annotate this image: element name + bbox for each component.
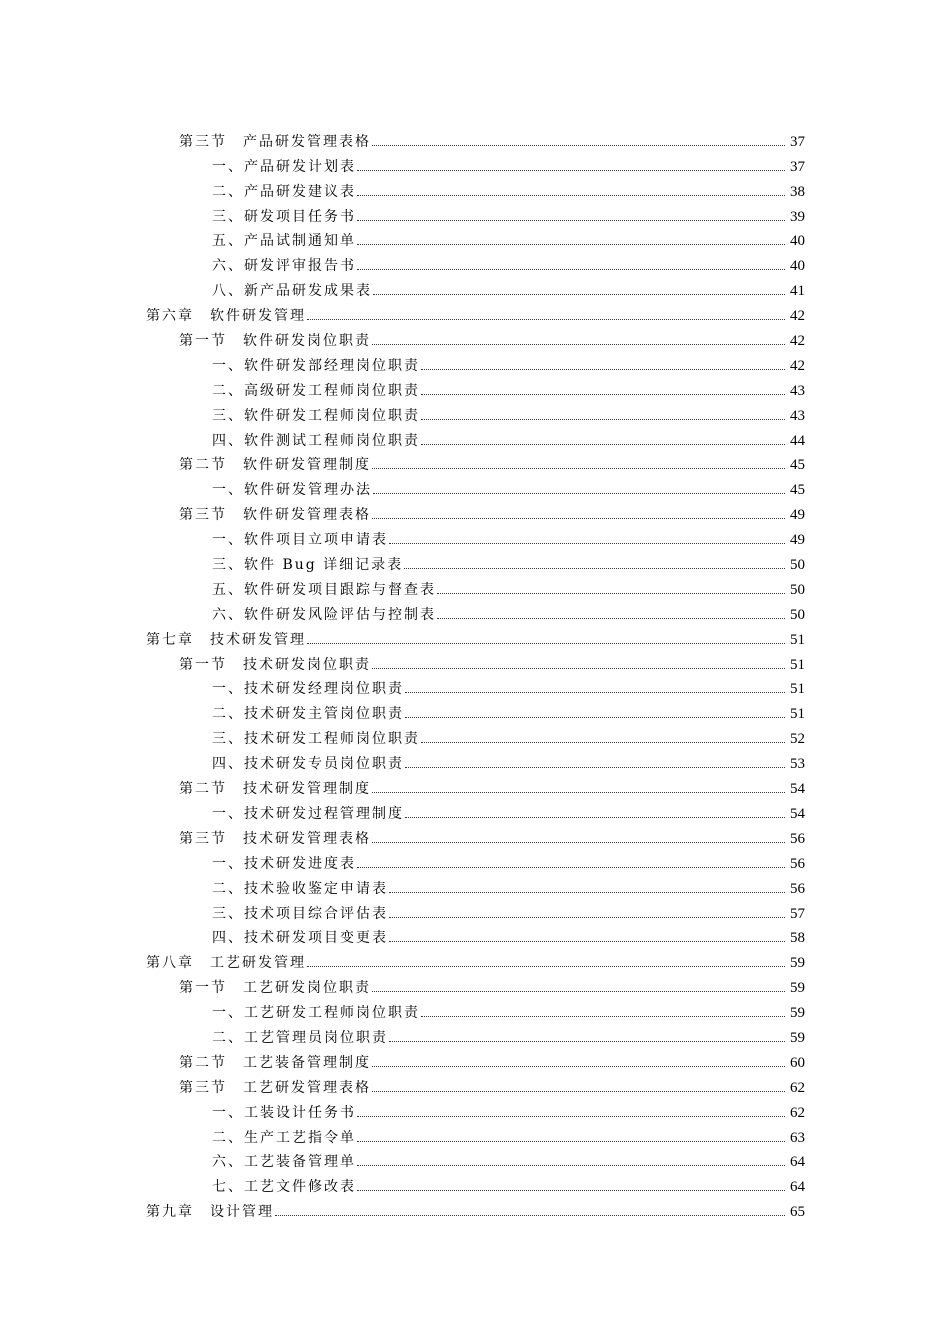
toc-entry-label (212, 756, 404, 772)
toc-dot-leader (389, 917, 785, 918)
toc-entry-number: 六、 (212, 258, 244, 275)
toc-item-entry[interactable] (0, 1170, 950, 1195)
toc-entry-label (212, 233, 356, 249)
toc-entry-label (212, 582, 436, 598)
toc-item-entry[interactable] (0, 922, 950, 947)
toc-section-entry[interactable] (0, 449, 950, 474)
toc-entry-label (212, 1179, 356, 1195)
toc-entry-title: 软件研发管理办法 (244, 482, 372, 499)
toc-item-entry[interactable] (0, 797, 950, 822)
toc-page-number: 62 (790, 1104, 805, 1121)
toc-entry-label (212, 881, 388, 897)
toc-entry-number: 二、 (212, 880, 244, 897)
toc-item-entry[interactable] (0, 1096, 950, 1121)
toc-entry-label (179, 831, 371, 847)
toc-item-entry[interactable] (0, 349, 950, 374)
toc-entry-title: 技术研发专员岗位职责 (244, 756, 404, 773)
toc-dot-leader (389, 892, 785, 893)
toc-entry-number: 三、 (212, 557, 244, 574)
toc-dot-leader (421, 419, 785, 420)
toc-entry-title: 产品研发建议表 (244, 183, 356, 200)
toc-page-number: 37 (790, 158, 805, 175)
toc-entry-title: 产品试制通知单 (244, 233, 356, 250)
toc-entry-title: 软件研发管理制度 (243, 457, 371, 474)
toc-page-number: 37 (790, 133, 805, 150)
toc-entry-title: 软件测试工程师岗位职责 (244, 432, 420, 449)
toc-item-entry[interactable] (0, 225, 950, 250)
toc-entry-title: 工艺研发管理 (210, 955, 306, 972)
toc-page-number: 53 (790, 756, 805, 773)
toc-item-entry[interactable] (0, 424, 950, 449)
toc-dot-leader (357, 244, 785, 245)
toc-entry-label (212, 1005, 420, 1021)
toc-page-number: 43 (790, 382, 805, 399)
toc-entry-number: 五、 (212, 581, 244, 598)
toc-entry-number: 第八章 (146, 955, 194, 972)
toc-dot-leader (372, 1091, 785, 1092)
toc-entry-label (179, 781, 371, 797)
toc-entry-number: 一、 (212, 1104, 244, 1121)
toc-entry-label (212, 184, 356, 200)
toc-dot-leader (421, 369, 785, 370)
toc-entry-label (212, 1154, 356, 1170)
toc-section-entry[interactable] (0, 498, 950, 523)
toc-item-entry[interactable] (0, 747, 950, 772)
toc-dot-leader (372, 1066, 785, 1067)
toc-dot-leader (372, 842, 785, 843)
toc-item-entry[interactable] (0, 996, 950, 1021)
toc-item-entry[interactable] (0, 722, 950, 747)
toc-item-entry[interactable] (0, 274, 950, 299)
toc-entry-number: 二、 (212, 1029, 244, 1046)
toc-page-number: 56 (790, 830, 805, 847)
toc-dot-leader (372, 792, 785, 793)
toc-dot-leader (357, 269, 785, 270)
toc-page-number: 39 (790, 208, 805, 225)
toc-dot-leader (357, 195, 785, 196)
toc-dot-leader (357, 1116, 785, 1117)
toc-item-entry[interactable] (0, 150, 950, 175)
toc-entry-title: 生产工艺指令单 (244, 1129, 356, 1146)
toc-dot-leader (372, 145, 785, 146)
toc-dot-leader (405, 692, 785, 693)
toc-item-entry[interactable] (0, 399, 950, 424)
toc-section-entry[interactable] (0, 1046, 950, 1071)
toc-entry-number: 三、 (212, 731, 244, 748)
toc-entry-number: 一、 (212, 855, 244, 872)
toc-entry-label (146, 632, 306, 648)
toc-page-number: 45 (790, 457, 805, 474)
toc-dot-leader (357, 170, 785, 171)
toc-section-entry[interactable] (0, 772, 950, 797)
toc-entry-label (212, 408, 420, 424)
toc-dot-leader (357, 220, 785, 221)
toc-page-number: 42 (790, 308, 805, 325)
toc-page-number: 50 (790, 606, 805, 623)
toc-entry-label (212, 358, 420, 374)
toc-entry-number: 二、 (212, 706, 244, 723)
toc-entry-number: 第二节 (179, 1054, 227, 1071)
toc-dot-leader (405, 767, 785, 768)
toc-page-number: 62 (790, 1079, 805, 1096)
toc-entry-title: 软件研发项目跟踪与督查表 (244, 581, 436, 598)
toc-entry-number: 三、 (212, 905, 244, 922)
toc-dot-leader (437, 593, 785, 594)
table-of-contents (0, 125, 950, 1220)
toc-dot-leader (421, 444, 785, 445)
toc-dot-leader (404, 568, 785, 569)
toc-dot-leader (389, 1041, 785, 1042)
toc-entry-label (212, 532, 388, 548)
toc-entry-number: 一、 (212, 158, 244, 175)
toc-dot-leader (372, 518, 785, 519)
toc-dot-leader (357, 1141, 785, 1142)
toc-entry-number: 第一节 (179, 980, 227, 997)
toc-entry-title: 软件 Bug 详细记录表 (244, 557, 404, 574)
toc-entry-label (179, 1080, 371, 1096)
toc-page-number: 45 (790, 482, 805, 499)
toc-item-entry[interactable] (0, 598, 950, 623)
toc-page-number: 57 (790, 905, 805, 922)
toc-page-number: 40 (790, 258, 805, 275)
toc-entry-label (212, 557, 403, 573)
toc-entry-label (212, 906, 388, 922)
toc-entry-title: 高级研发工程师岗位职责 (244, 382, 420, 399)
toc-page-number: 51 (790, 681, 805, 698)
toc-entry-title: 工艺装备管理单 (244, 1154, 356, 1171)
toc-entry-title: 工艺研发管理表格 (243, 1079, 371, 1096)
toc-entry-number: 四、 (212, 432, 244, 449)
toc-page-number: 59 (790, 1029, 805, 1046)
toc-section-entry[interactable] (0, 971, 950, 996)
toc-page-number: 60 (790, 1054, 805, 1071)
toc-dot-leader (421, 394, 785, 395)
toc-item-entry[interactable] (0, 872, 950, 897)
toc-entry-number: 八、 (212, 283, 244, 300)
toc-item-entry[interactable] (0, 374, 950, 399)
toc-entry-title: 技术验收鉴定申请表 (244, 880, 388, 897)
toc-page-number: 38 (790, 183, 805, 200)
toc-dot-leader (421, 1016, 785, 1017)
toc-entry-label (146, 1204, 274, 1220)
toc-entry-number: 第九章 (146, 1204, 194, 1221)
toc-entry-number: 第六章 (146, 308, 194, 325)
toc-entry-title: 工装设计任务书 (244, 1104, 356, 1121)
toc-entry-title: 软件项目立项申请表 (244, 532, 388, 549)
toc-dot-leader (437, 618, 785, 619)
toc-entry-title: 技术研发经理岗位职责 (244, 681, 404, 698)
toc-dot-leader (307, 966, 785, 967)
toc-item-entry[interactable] (0, 847, 950, 872)
toc-entry-label (212, 482, 372, 498)
toc-entry-title: 产品研发计划表 (244, 158, 356, 175)
toc-entry-title: 技术研发管理表格 (243, 830, 371, 847)
toc-section-entry[interactable] (0, 125, 950, 150)
toc-page-number: 59 (790, 955, 805, 972)
toc-entry-title: 软件研发岗位职责 (243, 333, 371, 350)
toc-chapter-entry[interactable] (0, 299, 950, 324)
toc-dot-leader (372, 991, 785, 992)
toc-page-number: 54 (790, 805, 805, 822)
toc-item-entry[interactable] (0, 175, 950, 200)
toc-entry-label (212, 856, 356, 872)
toc-item-entry[interactable] (0, 249, 950, 274)
toc-entry-number: 七、 (212, 1179, 244, 1196)
toc-entry-title: 软件研发工程师岗位职责 (244, 407, 420, 424)
toc-entry-label (212, 607, 436, 623)
toc-entry-label (212, 209, 356, 225)
toc-entry-label (212, 283, 372, 299)
toc-page-number: 56 (790, 855, 805, 872)
toc-entry-number: 六、 (212, 1154, 244, 1171)
toc-dot-leader (373, 493, 785, 494)
toc-entry-title: 软件研发管理 (210, 308, 306, 325)
toc-entry-label (212, 258, 356, 274)
toc-entry-label (212, 159, 356, 175)
toc-entry-number: 一、 (212, 1005, 244, 1022)
toc-page-number: 64 (790, 1154, 805, 1171)
toc-entry-label (179, 507, 371, 523)
toc-entry-label (146, 955, 306, 971)
toc-entry-label (179, 457, 371, 473)
toc-page-number: 63 (790, 1129, 805, 1146)
toc-entry-label (212, 806, 404, 822)
toc-entry-title: 研发项目任务书 (244, 208, 356, 225)
toc-item-entry[interactable] (0, 523, 950, 548)
toc-entry-title: 技术研发项目变更表 (244, 930, 388, 947)
toc-entry-title: 技术项目综合评估表 (244, 905, 388, 922)
toc-section-entry[interactable] (0, 648, 950, 673)
toc-item-entry[interactable] (0, 897, 950, 922)
toc-section-entry[interactable] (0, 1071, 950, 1096)
toc-entry-label (179, 657, 371, 673)
toc-page-number: 43 (790, 407, 805, 424)
toc-page-number: 44 (790, 432, 805, 449)
toc-dot-leader (275, 1215, 785, 1216)
toc-item-entry[interactable] (0, 1121, 950, 1146)
toc-page-number: 50 (790, 581, 805, 598)
toc-entry-label (179, 1055, 371, 1071)
toc-entry-number: 四、 (212, 930, 244, 947)
toc-page-number: 42 (790, 357, 805, 374)
toc-page-number: 50 (790, 557, 805, 574)
toc-chapter-entry[interactable] (0, 1195, 950, 1220)
toc-item-entry[interactable] (0, 1021, 950, 1046)
toc-entry-title: 软件研发部经理岗位职责 (244, 357, 420, 374)
toc-dot-leader (372, 668, 785, 669)
toc-entry-number: 三、 (212, 208, 244, 225)
toc-entry-number: 第三节 (179, 830, 227, 847)
toc-entry-label (212, 681, 404, 697)
toc-section-entry[interactable] (0, 822, 950, 847)
toc-page-number: 54 (790, 781, 805, 798)
toc-page-number: 59 (790, 1005, 805, 1022)
toc-entry-title: 技术研发工程师岗位职责 (244, 731, 420, 748)
toc-entry-label (212, 706, 404, 722)
toc-entry-number: 一、 (212, 805, 244, 822)
toc-entry-number: 二、 (212, 382, 244, 399)
toc-entry-number: 第三节 (179, 133, 227, 150)
toc-page-number: 41 (790, 283, 805, 300)
toc-entry-number: 第二节 (179, 457, 227, 474)
toc-chapter-entry[interactable] (0, 623, 950, 648)
toc-entry-number: 第一节 (179, 333, 227, 350)
toc-dot-leader (405, 717, 785, 718)
toc-entry-label (179, 980, 371, 996)
toc-dot-leader (357, 1190, 785, 1191)
toc-page-number: 59 (790, 980, 805, 997)
toc-entry-number: 三、 (212, 407, 244, 424)
toc-entry-number: 第一节 (179, 656, 227, 673)
toc-page-number: 56 (790, 880, 805, 897)
toc-entry-number: 第三节 (179, 1079, 227, 1096)
toc-dot-leader (307, 643, 785, 644)
toc-entry-title: 工艺研发岗位职责 (243, 980, 371, 997)
toc-entry-number: 一、 (212, 681, 244, 698)
toc-entry-number: 二、 (212, 183, 244, 200)
toc-item-entry[interactable] (0, 673, 950, 698)
toc-page-number: 51 (790, 706, 805, 723)
toc-dot-leader (372, 344, 785, 345)
toc-entry-label (179, 134, 371, 150)
toc-dot-leader (357, 1165, 785, 1166)
toc-entry-title: 设计管理 (210, 1204, 274, 1221)
toc-page-number: 52 (790, 731, 805, 748)
toc-entry-number: 一、 (212, 357, 244, 374)
toc-entry-title: 软件研发风险评估与控制表 (244, 606, 436, 623)
toc-item-entry[interactable] (0, 573, 950, 598)
toc-entry-number: 一、 (212, 532, 244, 549)
toc-entry-title: 技术研发管理 (210, 631, 306, 648)
toc-entry-label (212, 930, 388, 946)
toc-dot-leader (307, 319, 785, 320)
toc-item-entry[interactable] (0, 697, 950, 722)
toc-entry-label (212, 1105, 356, 1121)
toc-entry-number: 六、 (212, 606, 244, 623)
toc-entry-number: 第七章 (146, 631, 194, 648)
toc-entry-number: 二、 (212, 1129, 244, 1146)
toc-page-number: 58 (790, 930, 805, 947)
toc-page-number: 40 (790, 233, 805, 250)
toc-page-number: 51 (790, 656, 805, 673)
toc-entry-title: 技术研发主管岗位职责 (244, 706, 404, 723)
toc-entry-title: 工艺文件修改表 (244, 1179, 356, 1196)
toc-entry-label (212, 1130, 356, 1146)
toc-entry-title: 技术研发进度表 (244, 855, 356, 872)
toc-page-number: 49 (790, 532, 805, 549)
toc-page-number: 65 (790, 1204, 805, 1221)
toc-dot-leader (421, 742, 785, 743)
toc-item-entry[interactable] (0, 473, 950, 498)
toc-page-number: 64 (790, 1179, 805, 1196)
toc-chapter-entry[interactable] (0, 946, 950, 971)
toc-entry-title: 工艺研发工程师岗位职责 (244, 1005, 420, 1022)
toc-dot-leader (389, 543, 785, 544)
toc-entry-title: 新产品研发成果表 (244, 283, 372, 300)
toc-entry-label (146, 308, 306, 324)
toc-entry-label (179, 333, 371, 349)
toc-entry-number: 第三节 (179, 507, 227, 524)
toc-page-number: 42 (790, 333, 805, 350)
toc-entry-number: 第二节 (179, 781, 227, 798)
toc-entry-title: 产品研发管理表格 (243, 133, 371, 150)
toc-page-number: 51 (790, 631, 805, 648)
toc-entry-title: 技术研发岗位职责 (243, 656, 371, 673)
toc-entry-label (212, 433, 420, 449)
toc-entry-number: 四、 (212, 756, 244, 773)
toc-entry-title: 技术研发管理制度 (243, 781, 371, 798)
toc-entry-label (212, 383, 420, 399)
toc-entry-label (212, 1030, 388, 1046)
toc-entry-title: 工艺管理员岗位职责 (244, 1029, 388, 1046)
toc-item-entry[interactable] (0, 548, 950, 573)
toc-page-number: 49 (790, 507, 805, 524)
toc-entry-label (212, 731, 420, 747)
toc-dot-leader (373, 294, 785, 295)
toc-dot-leader (357, 867, 785, 868)
toc-entry-title: 研发评审报告书 (244, 258, 356, 275)
toc-entry-number: 五、 (212, 233, 244, 250)
toc-entry-title: 工艺装备管理制度 (243, 1054, 371, 1071)
toc-dot-leader (405, 817, 785, 818)
toc-entry-title: 技术研发过程管理制度 (244, 805, 404, 822)
toc-item-entry[interactable] (0, 200, 950, 225)
toc-section-entry[interactable] (0, 324, 950, 349)
toc-item-entry[interactable] (0, 1146, 950, 1171)
toc-entry-title: 软件研发管理表格 (243, 507, 371, 524)
toc-dot-leader (389, 941, 785, 942)
toc-entry-number: 一、 (212, 482, 244, 499)
toc-dot-leader (372, 468, 785, 469)
